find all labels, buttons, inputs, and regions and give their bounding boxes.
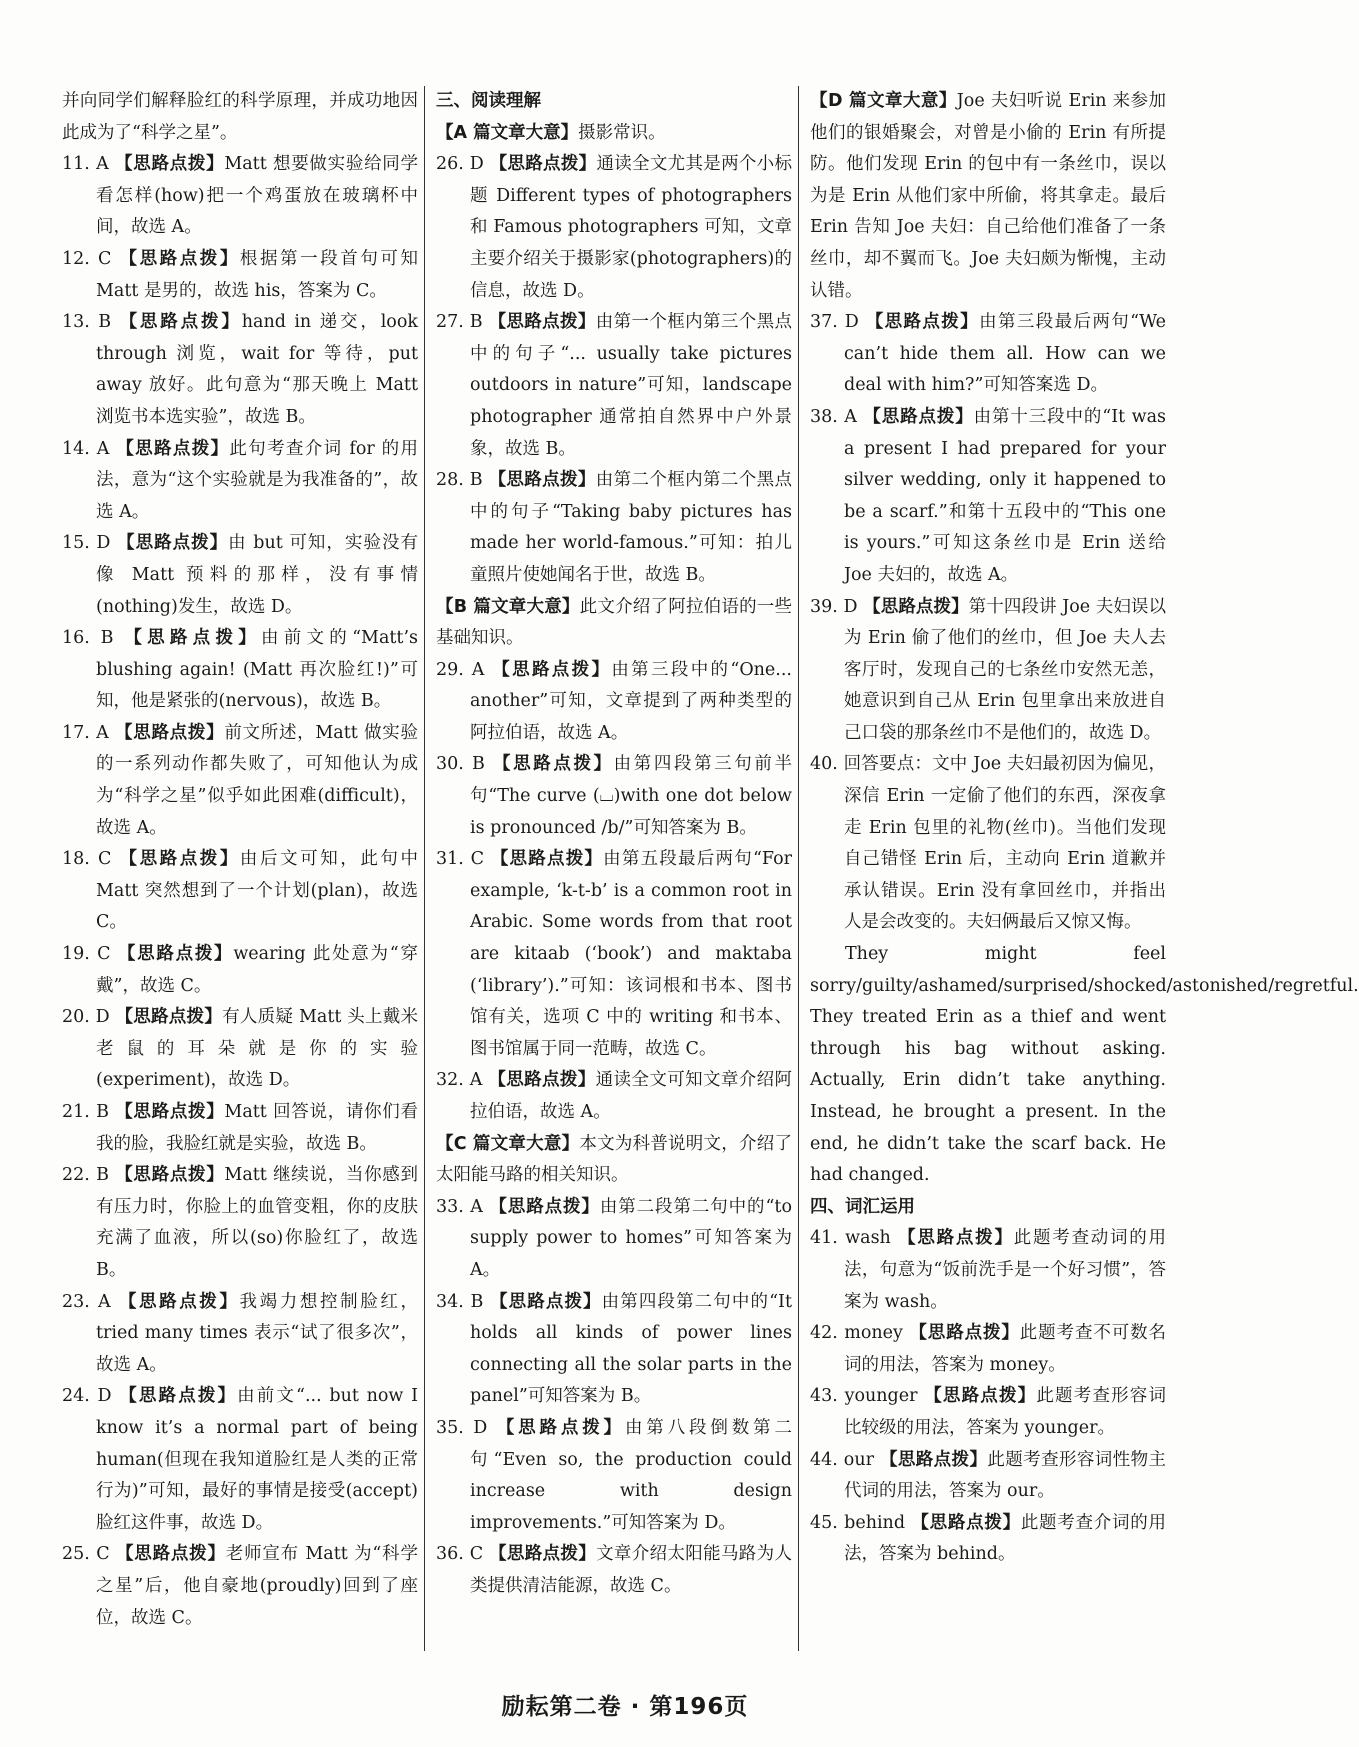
hint-label: 【思路点拨】	[118, 1291, 240, 1312]
summary-label: 【C 篇文章大意】	[436, 1133, 580, 1154]
answer-item	[436, 1287, 792, 1413]
answer-item	[62, 307, 418, 433]
answer-text: Matt 继续说，当你感到有压力时，你脸上的血管变粗，你的皮肤充满了血液，所以(so)你脸红了，故选 B。	[96, 1165, 418, 1280]
answer-number: 15. D	[62, 533, 111, 554]
sample-answer: They might feel sorry/guilty/ashamed/surprised/shocked/astonished/regretful. They treated Erin as a thief and went through his bag without asking. Actually, Erin didn’t take anything. Instead, he brought a present. In the end, he didn’t take the scarf back. He had changed.	[810, 944, 1359, 1186]
hint-label: 【思路点拨】	[119, 248, 240, 269]
hint-label: 【思路点拨】	[119, 849, 240, 870]
answer-text: 由第一个框内第三个黑点中的句子“... usually take pictures outdoors in nature”可知，landscape photographer 通常拍自然界中户外景象，故选 B。	[470, 312, 792, 459]
answer-item	[436, 149, 792, 307]
column-divider	[798, 86, 799, 1651]
answer-number: 11. A	[62, 154, 109, 175]
answer-item	[810, 402, 1166, 592]
answer-number: 43. younger	[810, 1386, 918, 1407]
summary-text: Joe 夫妇听说 Erin 来参加他们的银婚聚会，对曾是小偷的 Erin 有所提防。他们发现 Erin 的包中有一条丝巾，误以为是 Erin 从他们家中所偷，将其拿走。最后 Erin 告知 Joe 夫妇：自己给他们准备了一条丝巾，却不翼而飞。Joe 夫妇颇为惭愧，主动认错。	[810, 91, 1166, 301]
answer-text: 老师宣布 Matt 为“科学之星”后，他自豪地(proudly)回到了座位，故选 C。	[96, 1544, 418, 1628]
answer-text: hand in 递交，look through 浏览，wait for 等待，put away 放好。此句意为“那天晚上 Matt 浏览书本选实验”，故选 B。	[96, 312, 418, 427]
hint-label: 【思路点拨】	[898, 1228, 1014, 1249]
hint-label: 【思路点拨】	[863, 406, 974, 427]
answer-text: 文章介绍太阳能马路为人类提供清洁能源，故选 C。	[470, 1544, 792, 1596]
answer-text: 此题考查形容词比较级的用法，答案为 younger。	[844, 1386, 1166, 1438]
answer-number: 17. A	[62, 722, 109, 743]
hint-label: 【思路点拨】	[863, 596, 969, 617]
answer-item	[436, 1413, 792, 1539]
answer-number: 31. C	[436, 849, 485, 870]
answer-number: 12. C	[62, 248, 112, 269]
answer-item	[810, 592, 1166, 750]
answer-item	[62, 1002, 418, 1097]
hint-label: 【思路点拨】	[496, 1417, 625, 1438]
answer-number: 19. C	[62, 944, 111, 965]
answer-number: 22. B	[62, 1165, 109, 1186]
answer-number: 28. B	[436, 470, 483, 491]
answer-number: 44. our	[810, 1449, 874, 1470]
hint-label: 【思路点拨】	[115, 1165, 225, 1186]
answer-number: 26. D	[436, 154, 484, 175]
answer-number: 29. A	[436, 659, 485, 680]
hint-label: 【思路点拨】	[924, 1386, 1037, 1407]
answer-text: 由第三段中的“One... another”可知，文章提到了两种类型的阿拉伯语，故选 A。	[470, 659, 792, 743]
passage-summary	[436, 1129, 792, 1192]
answer-number: 13. B	[62, 312, 112, 333]
summary-label: 【D 篇文章大意】	[810, 91, 957, 111]
answer-item	[810, 1508, 1166, 1571]
answer-item	[62, 844, 418, 939]
answer-item	[62, 1539, 418, 1634]
answer-item	[436, 655, 792, 750]
answer-text: 第十四段讲 Joe 夫妇误以为 Erin 偷了他们的丝巾，但 Joe 夫人去客厅时，发现自己的七条丝巾安然无恙，她意识到自己从 Erin 包里拿出来放进自己口袋的那条丝巾不是他们的，故选 D。	[844, 596, 1166, 743]
answer-number: 34. B	[436, 1291, 484, 1312]
hint-label: 【思路点拨】	[124, 628, 261, 649]
answer-item	[436, 465, 792, 591]
answer-text: 此题考查不可数名词的用法，答案为 money。	[844, 1323, 1167, 1375]
answer-number: 16. B	[62, 628, 114, 649]
answer-item	[810, 1223, 1166, 1318]
answer-number: 37. D	[810, 312, 859, 333]
hint-label: 【思路点拨】	[492, 659, 612, 680]
answer-number: 23. A	[62, 1291, 111, 1312]
answer-number: 40.	[810, 754, 838, 775]
hint-label: 【思路点拨】	[119, 1386, 238, 1407]
hint-label: 【思路点拨】	[489, 154, 597, 175]
answer-text: 由第五段最后两句“For example, ‘k-t-b’ is a common root in Arabic. Some words from that root are kitaab (‘book’) and maktaba (‘library’).”可知：该词根和书本、图书馆有关，选项 C 中的 writing 和书本、图书馆属于同一范畴，故选 C。	[470, 849, 792, 1059]
hint-label: 【思路点拨】	[115, 722, 225, 743]
answer-number: 45. behind	[810, 1512, 906, 1533]
answer-item	[436, 749, 792, 844]
answer-item	[810, 1381, 1166, 1444]
answer-item	[62, 434, 418, 529]
answer-text: 由第四段第三句前半句“The curve (⌴)with one dot below is pronounced /b/”可知答案为 B。	[470, 754, 792, 838]
passage-summary	[810, 86, 1166, 307]
hint-label: 【思路点拨】	[115, 1007, 223, 1028]
summary-text: 此文介绍了阿拉伯语的一些基础知识。	[436, 596, 793, 649]
answer-number: 24. D	[62, 1386, 112, 1407]
answer-text: Matt 想要做实验给同学看怎样(how)把一个鸡蛋放在玻璃杯中间，故选 A。	[96, 154, 418, 238]
hint-label: 【思路点拨】	[117, 533, 229, 554]
answer-item	[62, 1160, 418, 1286]
column-left	[62, 86, 418, 1634]
answer-number: 42. money	[810, 1323, 903, 1344]
hint-label: 【思路点拨】	[493, 754, 614, 775]
hint-label: 【思路点拨】	[115, 154, 225, 175]
hint-label: 【思路点拨】	[115, 1544, 226, 1565]
passage-summary	[436, 118, 792, 150]
hint-label: 【思路点拨】	[488, 1070, 596, 1091]
answer-text: 由前文“... but now I know it’s a normal part of being human(但现在我知道脸红是人类的正常行为)”可知，最好的事情是接受(accept)脸红这件事，故选 D。	[96, 1386, 418, 1533]
continued-text: 并向同学们解释脸红的科学原理，并成功地因此成为了“科学之星”。	[62, 91, 418, 143]
hint-label: 【思路点拨】	[909, 1323, 1020, 1344]
answer-item	[810, 307, 1166, 402]
answer-text: 通读全文可知文章介绍阿拉伯语，故选 A。	[470, 1070, 792, 1122]
answer-number: 41. wash	[810, 1228, 891, 1249]
answer-number: 39. D	[810, 596, 858, 617]
section-heading: 四、词汇运用	[810, 1196, 915, 1217]
answer-text: wearing 此处意为“穿戴”，故选 C。	[96, 944, 418, 996]
answer-number: 30. B	[436, 754, 485, 775]
answer-number: 14. A	[62, 438, 110, 459]
answer-text: 由第四段第二句中的“It holds all kinds of power lines connecting all the solar parts in the panel”可知答案为 B。	[470, 1291, 792, 1407]
hint-label: 【思路点拨】	[488, 470, 596, 491]
answer-item	[62, 718, 418, 844]
summary-text: 本文为科普说明文，介绍了太阳能马路的相关知识。	[436, 1133, 792, 1186]
hint-label: 【思路点拨】	[879, 1449, 988, 1470]
answer-number: 35. D	[436, 1417, 488, 1438]
answer-text: 我竭力想控制脸红，tried many times 表示“试了很多次”，故选 A。	[96, 1291, 418, 1375]
section-heading: 三、阅读理解	[436, 91, 541, 111]
answer-text: 前文所述，Matt 做实验的一系列动作都失败了，可知他认为成为“科学之星”似乎如此困难(difficult)，故选 A。	[96, 722, 418, 838]
summary-text: 摄影常识。	[578, 122, 666, 143]
answer-number: 20. D	[62, 1007, 110, 1028]
hint-label: 【思路点拨】	[117, 944, 234, 965]
column-right	[810, 86, 1359, 1571]
answer-item	[62, 1097, 418, 1160]
answer-text: 由第八段倒数第二句“Even so, the production could increase with design improvements.”可知答案为 D。	[470, 1417, 792, 1533]
answer-item	[62, 244, 418, 307]
answer-text: 由第二段第二句中的“to supply power to homes”可知答案为 A。	[470, 1196, 792, 1280]
answer-number: 27. B	[436, 312, 483, 333]
answer-item	[62, 149, 418, 244]
answer-item	[62, 1381, 418, 1539]
answer-item	[62, 939, 418, 1002]
summary-label: 【A 篇文章大意】	[436, 122, 579, 143]
answer-number: 33. A	[436, 1196, 483, 1217]
answer-text: 由后文可知，此句中 Matt 突然想到了一个计划(plan)，故选 C。	[96, 849, 418, 933]
answer-item	[436, 844, 792, 1065]
answer-item	[436, 307, 792, 465]
answer-item	[436, 1192, 792, 1287]
answer-item	[62, 1287, 418, 1382]
hint-label: 【思路点拨】	[489, 1544, 597, 1565]
answer-number: 32. A	[436, 1070, 483, 1091]
answer-text: 由前文的“Matt’s blushing again! (Matt 再次脸红!)”可知，他是紧张的(nervous)，故选 B。	[96, 628, 418, 712]
column-divider	[424, 86, 425, 1651]
page-footer: 励耘第二卷 · 第196页	[501, 1694, 749, 1720]
passage-summary	[436, 592, 792, 655]
answer-item	[810, 749, 1166, 939]
answer-number: 38. A	[810, 406, 857, 427]
answer-text: 由 but 可知，实验没有像 Matt 预料的那样，没有事情(nothing)发生，故选 D。	[96, 533, 418, 617]
answer-text: 由第三段最后两句“We can’t hide them all. How can we deal with him?”可知答案选 D。	[844, 312, 1166, 396]
hint-label: 【思路点拨】	[115, 1102, 225, 1122]
column-middle	[436, 86, 792, 1603]
answer-item	[436, 1539, 792, 1602]
answer-item	[810, 1445, 1166, 1508]
answer-number: 21. B	[62, 1102, 109, 1122]
answer-number: 36. C	[436, 1544, 484, 1565]
answer-item	[810, 1318, 1166, 1381]
hint-label: 【思路点拨】	[119, 312, 242, 333]
answer-text: 此句考查介词 for 的用法，意为“这个实验就是为我准备的”，故选 A。	[96, 438, 418, 522]
answer-text: 此题考查形容词性物主代词的用法，答案为 our。	[844, 1449, 1166, 1502]
answer-item	[62, 623, 418, 718]
summary-label: 【B 篇文章大意】	[436, 596, 580, 617]
answer-text: 此题考查动词的用法，句意为“饭前洗手是一个好习惯”，答案为 wash。	[844, 1228, 1167, 1312]
answer-item	[62, 528, 418, 623]
answer-number: 18. C	[62, 849, 112, 870]
hint-label: 【思路点拨】	[489, 1196, 600, 1217]
hint-label: 【思路点拨】	[490, 849, 604, 870]
answer-text: 通读全文尤其是两个小标题 Different types of photographers 和 Famous photographers 可知，文章主要介绍关于摄影家(photographers)的信息，故选 D。	[470, 154, 792, 301]
answer-item	[436, 1065, 792, 1128]
answer-text: 有人质疑 Matt 头上戴米老鼠的耳朵就是你的实验(experiment)，故选 D。	[96, 1007, 418, 1091]
answer-text: 由第二个框内第二个黑点中的句子“Taking baby pictures has made her world-famous.”可知：拍儿童照片使她闻名于世，故选 B。	[470, 470, 792, 585]
answer-text: 回答要点：文中 Joe 夫妇最初因为偏见，深信 Erin 一定偷了他们的东西，深夜拿走 Erin 包里的礼物(丝巾)。当他们发现自己错怪 Erin 后，主动向 Erin 道歉并承认错误。Erin 没有拿回丝巾，并指出人是会改变的。夫妇俩最后又惊又悔。	[843, 754, 1166, 933]
hint-label: 【思路点拨】	[865, 312, 980, 333]
answer-number: 25. C	[62, 1544, 110, 1565]
answer-text: 根据第一段首句可知 Matt 是男的，故选 his，答案为 C。	[96, 248, 418, 301]
hint-label: 【思路点拨】	[116, 438, 230, 459]
answer-text: 由第十三段中的“It was a present I had prepared for your silver wedding, only it happened to be a scarf.”和第十五段中的“This one is yours.”可知这条丝巾是 Erin 送给 Joe 夫妇的，故选 A。	[844, 406, 1166, 585]
hint-label: 【思路点拨】	[911, 1512, 1021, 1533]
hint-label: 【思路点拨】	[488, 312, 596, 333]
answer-text: 此题考查介词的用法，答案为 behind。	[844, 1512, 1167, 1565]
answer-text: Matt 回答说，请你们看我的脸，我脸红就是实验，故选 B。	[96, 1102, 418, 1154]
hint-label: 【思路点拨】	[490, 1291, 602, 1312]
